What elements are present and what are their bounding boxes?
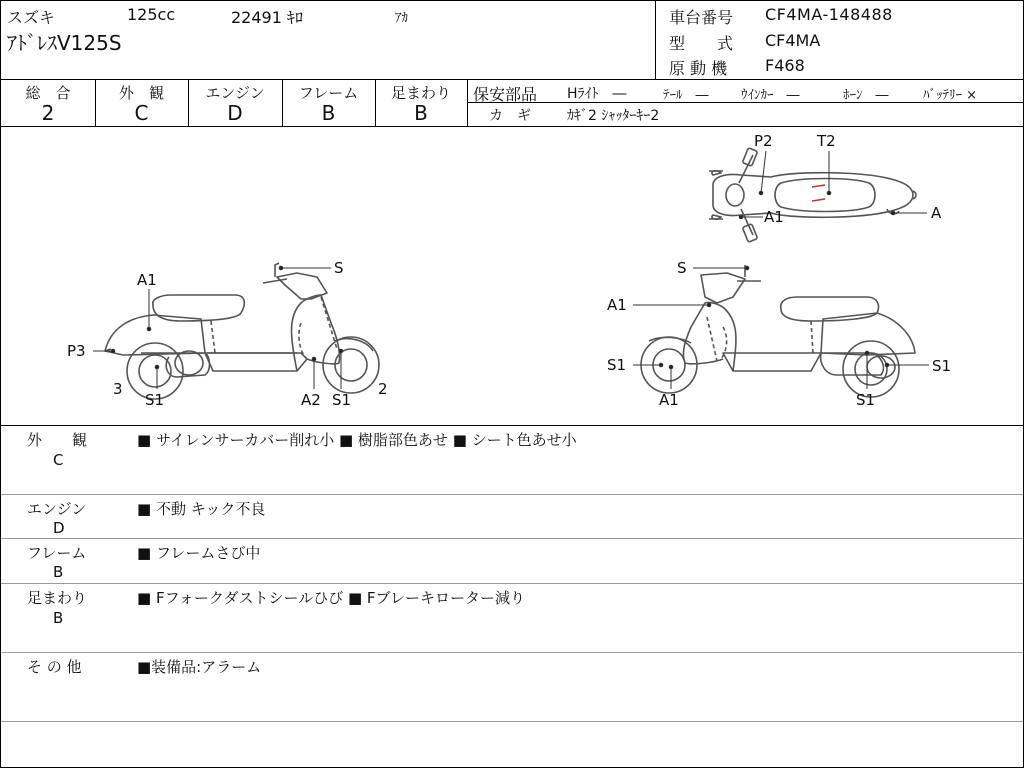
left-label-a1: A1 [137,271,157,289]
note-category-exterior: 外 観 [27,431,88,449]
keys-value: ｶｷﾞ2 ｼｬｯﾀｰｷｰ2 [567,108,660,124]
note-category-engine: エンジン [27,500,87,518]
safety-label: 保安部品 [473,85,538,104]
grade-top-line [1,79,1023,80]
safety-headlight: Hﾗｲﾄ ― [567,86,627,102]
displacement: 125cc [127,5,176,24]
note-category-other: そ の 他 [27,658,82,676]
notes-divider [1,721,1023,722]
header-divider [655,1,656,79]
left-label-3: 3 [113,380,123,398]
right-side-scooter [641,265,915,397]
note-grade-engine: D [53,519,65,537]
grade-label-frame: フレーム [298,84,359,102]
note-category-frame: フレーム [27,544,87,562]
grade-label-suspension: 足まわり [390,84,451,102]
notes-top-line [1,425,1023,426]
keys-label: カ ギ [489,108,531,124]
right-label-s1-rear: S1 [856,391,876,409]
safety-horn: ﾎｰﾝ ― [843,88,889,103]
type-label: 型 式 [669,34,734,53]
maker: スズキ [7,8,56,27]
grade-value-engine: D [227,101,243,125]
frame-no-value: CF4MA-148488 [765,5,893,24]
model-name: ｱﾄﾞﾚｽV125S [7,31,122,55]
grade-label-exterior: 外 観 [118,84,164,102]
safety-winker: ｳｲﾝｶｰ ― [741,88,800,103]
grade-label-overall: 総 合 [25,84,71,102]
right-label-a1: A1 [607,296,627,314]
note-text-exterior: ■ サイレンサーカバー削れ小 ■ 樹脂部色あせ ■ シート色あせ小 [137,431,577,449]
note-text-engine: ■ 不動 キック不良 [137,500,266,518]
type-value: CF4MA [765,31,821,50]
grade-value-suspension: B [414,101,428,125]
frame-no-label: 車台番号 [669,8,734,27]
scratch-mark [812,185,825,201]
grade-value-frame: B [321,101,336,125]
grade-value-exterior: C [134,101,149,125]
note-grade-suspension: B [53,609,64,627]
top-label-a1: A1 [764,208,784,226]
notes-divider [1,652,1023,653]
left-label-s1-rear: S1 [145,391,165,409]
grade-value-overall: 2 [41,101,55,125]
top-label-p2: P2 [754,132,773,150]
notes-divider [1,583,1023,584]
safety-battery: ﾊﾞｯﾃﾘｰ × [923,88,978,103]
right-label-a1-wheel: A1 [659,391,679,409]
color: ｱｶ [395,11,408,26]
right-label-s1-front: S1 [607,356,627,374]
right-label-s: S [677,259,687,277]
left-label-2: 2 [378,380,388,398]
top-label-a: A [931,204,942,222]
note-grade-frame: B [53,563,64,581]
grade-label-engine: エンジン [205,84,265,102]
note-text-other: ■装備品:アラーム [137,658,262,676]
notes-divider [1,494,1023,495]
note-text-suspension: ■ Fフォークダストシールひび ■ Fブレーキローター減り [137,589,525,607]
engine-label: 原 動 機 [669,59,728,78]
note-grade-exterior: C [53,451,64,469]
left-label-s: S [334,259,344,277]
right-label-s1-muffler: S1 [932,357,952,375]
note-category-suspension: 足まわり [27,589,88,607]
left-label-p3: P3 [67,342,86,360]
note-text-frame: ■ フレームさび中 [137,544,261,562]
left-label-s1-front: S1 [332,391,352,409]
left-label-a2: A2 [301,391,321,409]
top-view-scooter [709,148,916,243]
mileage: 22491 ｷﾛ [231,8,303,27]
notes-divider [1,538,1023,539]
safety-taillight: ﾃｰﾙ ― [663,88,709,103]
top-label-t2: T2 [817,132,836,150]
engine-value: F468 [765,56,805,75]
